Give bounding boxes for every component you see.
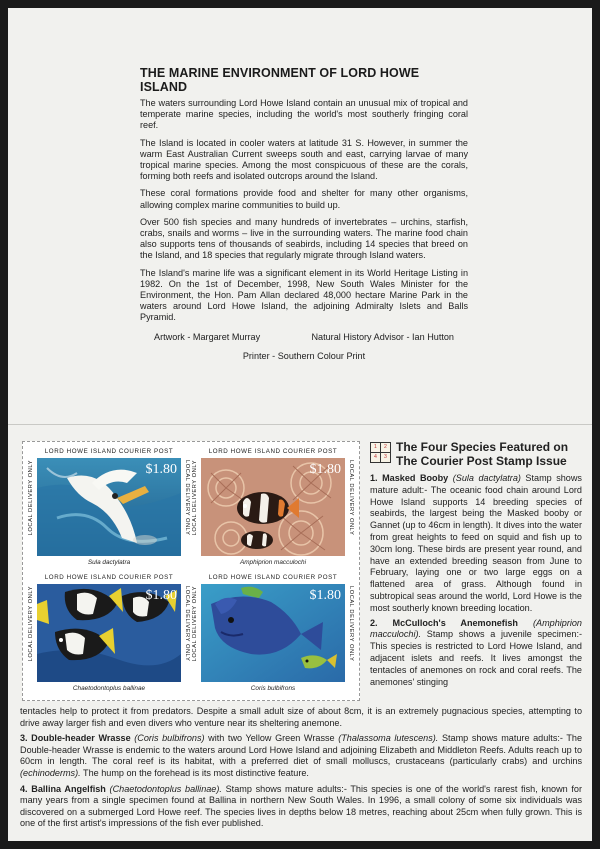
stamp-masked-booby: [27, 446, 191, 570]
page-title: THE MARINE ENVIRONMENT OF LORD HOWE ISLAND: [140, 66, 420, 94]
species-1: 1. Masked Booby (Sula dactylatra) Stamp shows mature adult:- The oceanic food chain around Lord Howe Island supports 14 breeding species of seabirds, the largest being the Masked booby or Gannet (up to 46cm in length). It dives into the water from great heights to feed on squid and fish up to 30cm long. These birds are present year round, and have an extended breeding season from June to February, laying one or two large eggs on a flattened area of grass. Although found in subtropical seas around the world, Lord Howe is the most southerly known breeding location.: [370, 473, 582, 613]
species-2: 2. McCulloch's Anemonefish (Amphiprion macculochi). Stamp shows a juvenile specimen:- This species is restricted to Lord Howe Island, and adjacent islets and reefs. It lives amongst the tentacles of anemones on rock and coral reefs. The anemones' stinging: [370, 617, 582, 687]
fold-line: [8, 424, 592, 425]
species-2-continued: tentacles help to protect it from predators. Despite a small adult size of about 8cm, it is an extremely pugnacious species, attempting to drive away larger fish and even divers who venture near its sheltering anemone.: [20, 706, 582, 728]
paragraph-4: Over 500 fish species and many hundreds of invertebrates – urchins, starfish, crabs, snails and worms – live in the surrounding waters. The marine food chain also supports tens of thousands of seabirds, including 14 species that breed on the Island, and 18 species that regularly migrate through Island waters.: [140, 216, 468, 261]
stamp-header: LORD HOWE ISLAND COURIER POST: [27, 572, 191, 584]
stamp-value: $1.80: [145, 462, 177, 477]
advisor-credit: Natural History Advisor - Ian Hutton: [311, 331, 454, 342]
upper-panel: [140, 66, 468, 361]
stamp-side-text: LOCAL DELIVERY ONLY: [192, 586, 198, 662]
stamp-caption: Sula dactylatra: [27, 556, 191, 570]
species-3: 3. Double-header Wrasse (Coris bulbifrons) with two Yellow Green Wrasse (Thalassoma lutescens). Stamp shows mature adults:- The Double-header Wrasse is endemic to the waters around Lord Howe Island and adjoining Elizabeth and Middleton Reefs. Adults reach up to 60cm in length. The coral reef is its habitat, with a preferred diet of small molluscs, crustaceans (particularly crabs) and urchins (echinoderms). The hump on the forehead is its most distinctive feature.: [20, 733, 583, 778]
stamp-angelfish: [27, 572, 191, 696]
stamp-block-logo: 1 2 4 3: [370, 442, 391, 463]
paragraph-3: These coral formations provide food and shelter for many other organisms, allowing complex marine communities to build up.: [140, 188, 468, 210]
paragraph-1: The waters surrounding Lord Howe Island contain an unusual mix of tropical and temperate marine species, including the world's most southerly fringing coral reef.: [140, 98, 468, 131]
paragraph-5: The Island's marine life was a significant element in its World Heritage Listing in 1982. On the 1st of December, 1998, New South Wales Minister for the Environment, the Hon. Pam Allan declared 48,000 hectare Marine Park in the waters around Lord Howe Island, the adjoining Admiralty Islets and Balls Pyramid.: [140, 267, 468, 323]
stamp-caption: Coris bulbifrons: [191, 682, 355, 696]
stamp-wrasse: [191, 572, 355, 696]
stamp-caption: Amphiprion macculochi: [191, 556, 355, 570]
species-heading: The Four Species Featured on The Courier Post Stamp Issue: [396, 440, 569, 468]
stamp-value: $1.80: [309, 462, 341, 477]
stamp-value: $1.80: [145, 588, 177, 603]
stamp-side-text: LOCAL DELIVERY ONLY: [192, 460, 198, 536]
stamp-side-text: LOCAL DELIVERY ONLY: [348, 460, 354, 536]
stamp-side-text: LOCAL DELIVERY ONLY: [184, 586, 190, 662]
stamp-side-text: LOCAL DELIVERY ONLY: [184, 460, 190, 536]
stamp-side-text: LOCAL DELIVERY ONLY: [28, 460, 34, 536]
credits: [140, 332, 468, 342]
paragraph-2: The Island is located in cooler waters at latitude 31 S. However, in summer the warm East Australian Current sweeps south and east, carrying larvae of many tropical marine species. Among the most conspicuous of these are the corals, forming both reefs and isolated outcrops around the Island.: [140, 137, 468, 182]
species-text-full: [20, 706, 582, 834]
stamp-caption: Chaetodontoplus ballinae: [27, 682, 191, 696]
printer-credit: Printer - Southern Colour Print: [242, 350, 366, 361]
stamp-anemonefish: [191, 446, 355, 570]
species-text-right: [370, 473, 582, 691]
stamp-side-text: LOCAL DELIVERY ONLY: [28, 586, 34, 662]
stamp-side-text: LOCAL DELIVERY ONLY: [348, 586, 354, 662]
stamp-value: $1.80: [309, 588, 341, 603]
stamp-header: LORD HOWE ISLAND COURIER POST: [191, 572, 355, 584]
stamp-header: LORD HOWE ISLAND COURIER POST: [191, 446, 355, 458]
species-4: 4. Ballina Angelfish (Chaetodontoplus ballinae). Stamp shows mature adults:- This species is one of the world's rarest fish, known for many years from a single specimen found at Ballina in northern New South Wales. In 1996, a small colony of some six individuals was discovered on a submerged Lord Howe reef. The species lives in depths below 18 metres, reaching about 25cm when fully grown. This is one of the first artist's impressions of the fish ever published.: [20, 783, 582, 829]
stamp-header: LORD HOWE ISLAND COURIER POST: [27, 446, 191, 458]
artwork-credit: Artwork - Margaret Murray: [154, 331, 261, 342]
stamp-block: [22, 441, 360, 701]
